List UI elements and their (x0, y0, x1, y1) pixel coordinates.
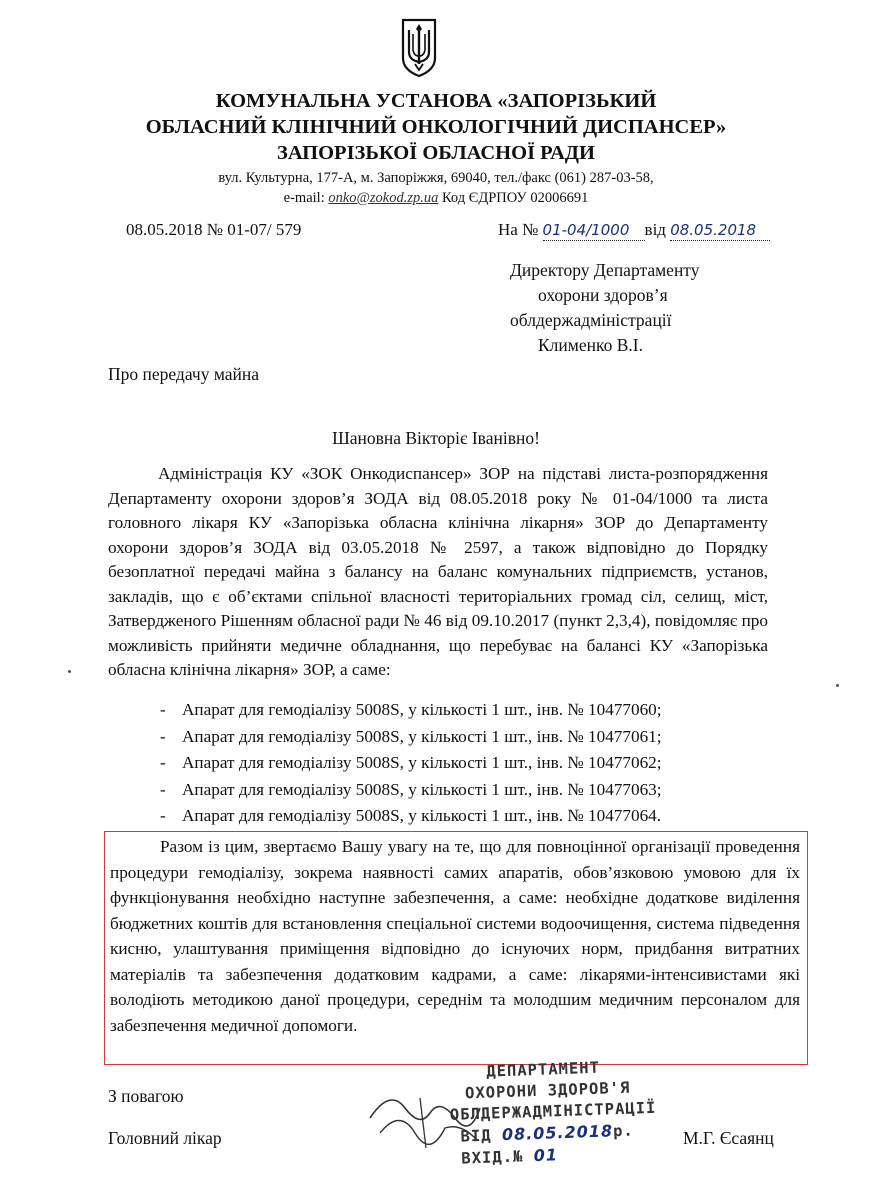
incoming-number-handwritten: 01-04/1000 (542, 221, 630, 239)
edrpou-code: Код ЄДРПОУ 02006691 (441, 190, 589, 206)
body-paragraph-1: Адміністрація КУ «ЗОК Онкодиспансер» ЗОР на підставі листа-розпорядження Департаменту охорони здоров’я ЗОДА від 08.05.2018 року № 01-04/1000 та листа головного лікаря КУ «Запорізька обласна клінічна лікарня» ЗОР до Департаменту охорони здоров’я ЗОДА від 03.05.2018 № 2597, а також відповідно до Порядку безоплатної передачі майна з балансу на баланс комунальних підприємств, установ, закладів, що є об’єктами спільної власності територіальних громад сіл, селищ, міст, Затвердженого Рішенням обласної ради № 46 від 09.10.2017 (пункт 2,3,4), повідомляє про можливість прийняти медичне обладнання, що перебуває на балансі КУ «Запорізька обласна клінічна лікарня» ЗОР, а саме: (108, 464, 768, 679)
org-name-line1: КОМУНАЛЬНА УСТАНОВА «ЗАПОРІЗЬКИЙ (215, 90, 657, 112)
stamp-line2: ОХОРОНИ ЗДОРОВ'Я (464, 1078, 631, 1103)
email-label: e-mail: (283, 190, 325, 206)
stamp-line1: ДЕПАРТАМЕНТ (486, 1058, 601, 1081)
stamp-line3: ОБЛДЕРЖАДМІНІСТРАЦІЇ (449, 1098, 657, 1124)
recipient-block (510, 258, 699, 358)
list-item: - Апарат для гемодіалізу 5008S, у кількості 1 шт., інв. № 10477061; (160, 724, 662, 751)
registration-stamp (448, 1056, 658, 1170)
stamp-number-handwritten: 01 (533, 1145, 559, 1166)
closing-regards: З повагою (108, 1086, 184, 1106)
body-paragraph-2: Разом із цим, звертаємо Вашу увагу на те, що для повноцінної організації проведення процедури гемодіалізу, зокрема наявності самих апаратів, обов’язковою умовою для їх функціонування необхідно наступне забезпечення, а саме: необхідне додаткове виділення бюджетних коштів для встановлення спеціальної системи водоочищення, система підведення кисню, улаштування приміщення відповідно до існуючих норм, придбання витратних матеріалів та забезпечення додатковим кадрами, а саме: лікарями-інтенсивистами які володіють методикою даної процедури, середнім та молодшим медичним персоналом для забезпечення медичної допомоги. (110, 837, 800, 1035)
incoming-reference (498, 220, 770, 241)
org-name-line3: ЗАПОРІЗЬКОЇ ОБЛАСНОЇ РАДИ (277, 142, 595, 164)
incoming-number-label: На № (498, 220, 539, 239)
incoming-date-handwritten: 08.05.2018 (670, 221, 757, 239)
outgoing-reference: 08.05.2018 № 01-07/ 579 (126, 220, 302, 239)
recipient-line2: охорони здоров’я (538, 285, 668, 305)
recipient-line1: Директору Департаменту (510, 260, 700, 280)
salutation: Шановна Вікторіє Іванівно! (332, 428, 540, 448)
scan-speck (836, 684, 839, 687)
stamp-date-label: ВІД (460, 1126, 492, 1146)
recipient-line3: облдержадміністрації (510, 310, 672, 330)
list-item: - Апарат для гемодіалізу 5008S, у кількості 1 шт., інв. № 10477063; (160, 777, 662, 804)
scan-speck (68, 670, 71, 673)
org-address: вул. Культурна, 177-А, м. Запоріжжя, 69040, тел./факс (061) 287-03-58, (218, 170, 654, 186)
coat-of-arms-icon (400, 18, 438, 78)
org-name-line2: ОБЛАСНИЙ КЛІНІЧНИЙ ОНКОЛОГІЧНИЙ ДИСПАНСЕР» (145, 116, 727, 138)
list-item: - Апарат для гемодіалізу 5008S, у кількості 1 шт., інв. № 10477062; (160, 750, 662, 777)
letter-subject: Про передачу майна (108, 364, 260, 384)
stamp-date-handwritten: 08.05.2018 (501, 1121, 614, 1145)
list-item: - Апарат для гемодіалізу 5008S, у кількості 1 шт., інв. № 10477060; (160, 697, 662, 724)
signer-name: М.Г. Єсаянц (683, 1128, 774, 1148)
recipient-line4: Клименко В.І. (538, 335, 643, 355)
incoming-date-label: від (644, 220, 666, 239)
signer-role: Головний лікар (108, 1128, 222, 1148)
email-link[interactable]: onko@zokod.zp.ua (328, 190, 439, 206)
stamp-number-label: ВХІД.№ (461, 1147, 524, 1168)
list-item: - Апарат для гемодіалізу 5008S, у кількості 1 шт., інв. № 10477064. (160, 803, 662, 830)
org-contacts (0, 190, 872, 207)
stamp-date-suffix: р. (612, 1121, 635, 1141)
equipment-list (160, 697, 662, 830)
